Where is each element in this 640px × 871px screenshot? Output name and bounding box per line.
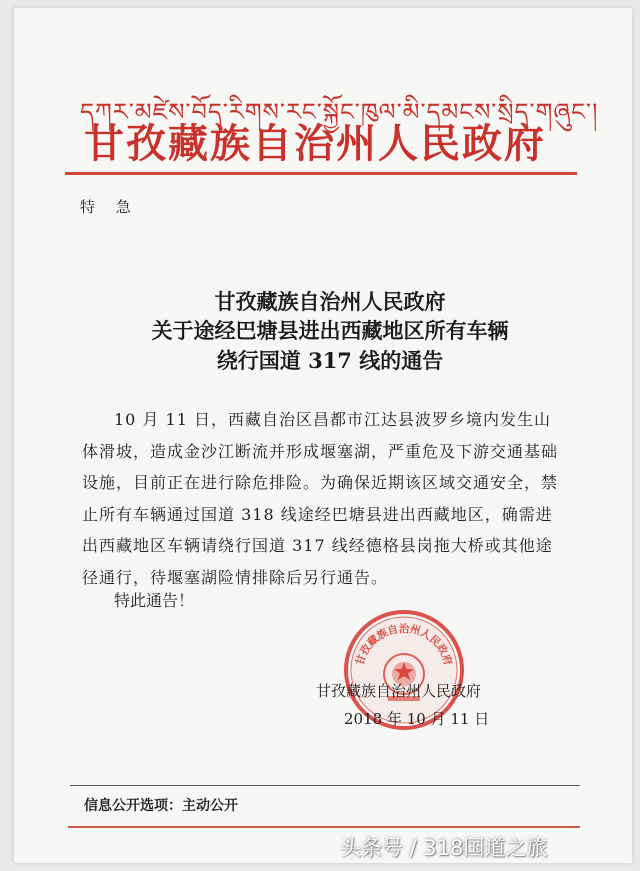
notice-closing: 特此通告！	[114, 591, 195, 610]
footer-rule-top	[70, 785, 580, 786]
urgency-mark: 特 急	[80, 198, 139, 216]
notice-body: 10 月 11 日，西藏自治区昌都市江达县波罗乡境内发生山体滑坡，造成金沙江断流并形成堰塞湖，严重危及下游交通基础设施，目前正在进行除危排险。为确保近期该区域交通安全，禁止所有车辆通过国道 318 线途经巴塘县进出西藏地区，确需进出西藏地区车辆请绕行国道 317 线经德格县岗拖大桥或其他途径通行，待堰塞湖险情排除后另行通告。	[82, 410, 559, 587]
signature-org: 甘孜藏族自治州人民政府	[316, 682, 482, 700]
tibetan-letterhead: དཀར་མཛེས་བོད་རིགས་རང་སྐྱོང་ཁུལ་མི་དམངས་སྲིད་གཞུང་།	[80, 98, 599, 126]
letterhead-title: 甘孜藏族自治州人民政府	[84, 120, 546, 167]
document-title-line-2: 关于途经巴塘县进出西藏地区所有车辆	[151, 318, 509, 343]
footer-rule-bottom	[68, 826, 580, 828]
seal-text: 甘孜藏族自治州人民政府	[353, 623, 455, 667]
watermark: 头条号 / 318国道之旅	[340, 836, 548, 860]
document-title-line-1: 甘孜藏族自治州人民政府	[214, 289, 446, 314]
document-title-line-3: 绕行国道 317 线的通告	[216, 348, 444, 373]
signature-date: 2018 年 10 月 11 日	[344, 710, 490, 728]
disclosure-option: 信息公开选项：主动公开	[84, 798, 238, 814]
letterhead-red-rule	[65, 172, 577, 175]
